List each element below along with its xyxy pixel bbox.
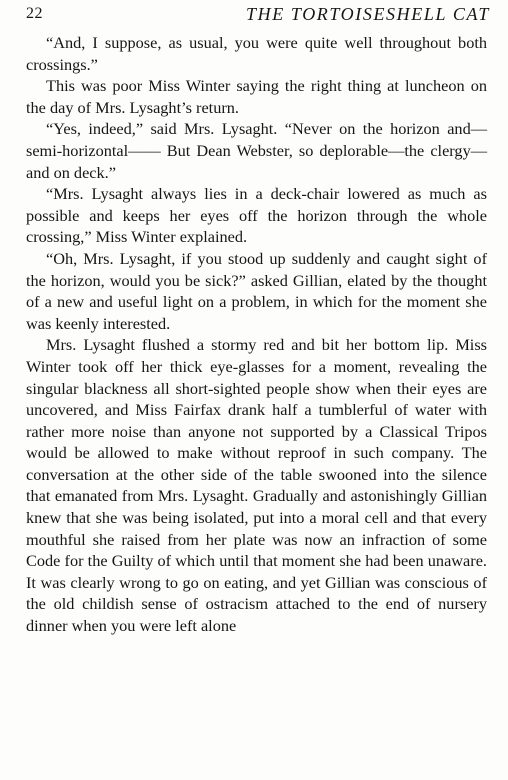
paragraph: This was poor Miss Winter saying the right thing at luncheon on the day of Mrs. Lysaght’s return. [26,76,487,117]
paragraph: “And, I suppose, as usual, you were quite well throughout both crossings.” [26,33,487,74]
paragraph: “Mrs. Lysaght always lies in a deck-chair lowered as much as possible and keeps her eyes off the horizon through the whole crossing,” Miss Winter explained. [26,184,487,247]
paragraph: Mrs. Lysaght flushed a stormy red and bit her bottom lip. Miss Winter took off her thick eye-glasses for a moment, revealing the singular blackness all short-sighted people show when their eyes are uncovered, and Miss Fairfax drank half a tumblerful of water with rather more noise than anyone not supported by a Classical Tripos would be allowed to make without reproof in such company. The conversation at the other side of the table swooned into the silence that emanated from Mrs. Lysaght. Gradually and astonishingly Gillian knew that she was being isolated, put into a moral cell and that every mouthful she raised from her plate was now an infraction of some Code for the Guilty of which until that moment she had been unaware. It was clearly wrong to go on eating, and yet Gillian was conscious of the old childish sense of ostracism attached to the end of nursery dinner when you were left alone [26,335,487,636]
paragraph: “Oh, Mrs. Lysaght, if you stood up suddenly and caught sight of the horizon, would you be sick?” asked Gillian, elated by the thought of a new and useful light on a problem, in which for the moment she was keenly interested. [26,248,487,333]
paragraph: “Yes, indeed,” said Mrs. Lysaght. “Never on the horizon and—semi-horizontal—— But Dean Webster, so deplorable—the clergy—and on deck.” [26,119,487,182]
running-title: THE TORTOISESHELL CAT [246,4,490,24]
page-number: 22 [26,5,43,22]
page-header [26,2,490,26]
body-text [26,32,487,637]
